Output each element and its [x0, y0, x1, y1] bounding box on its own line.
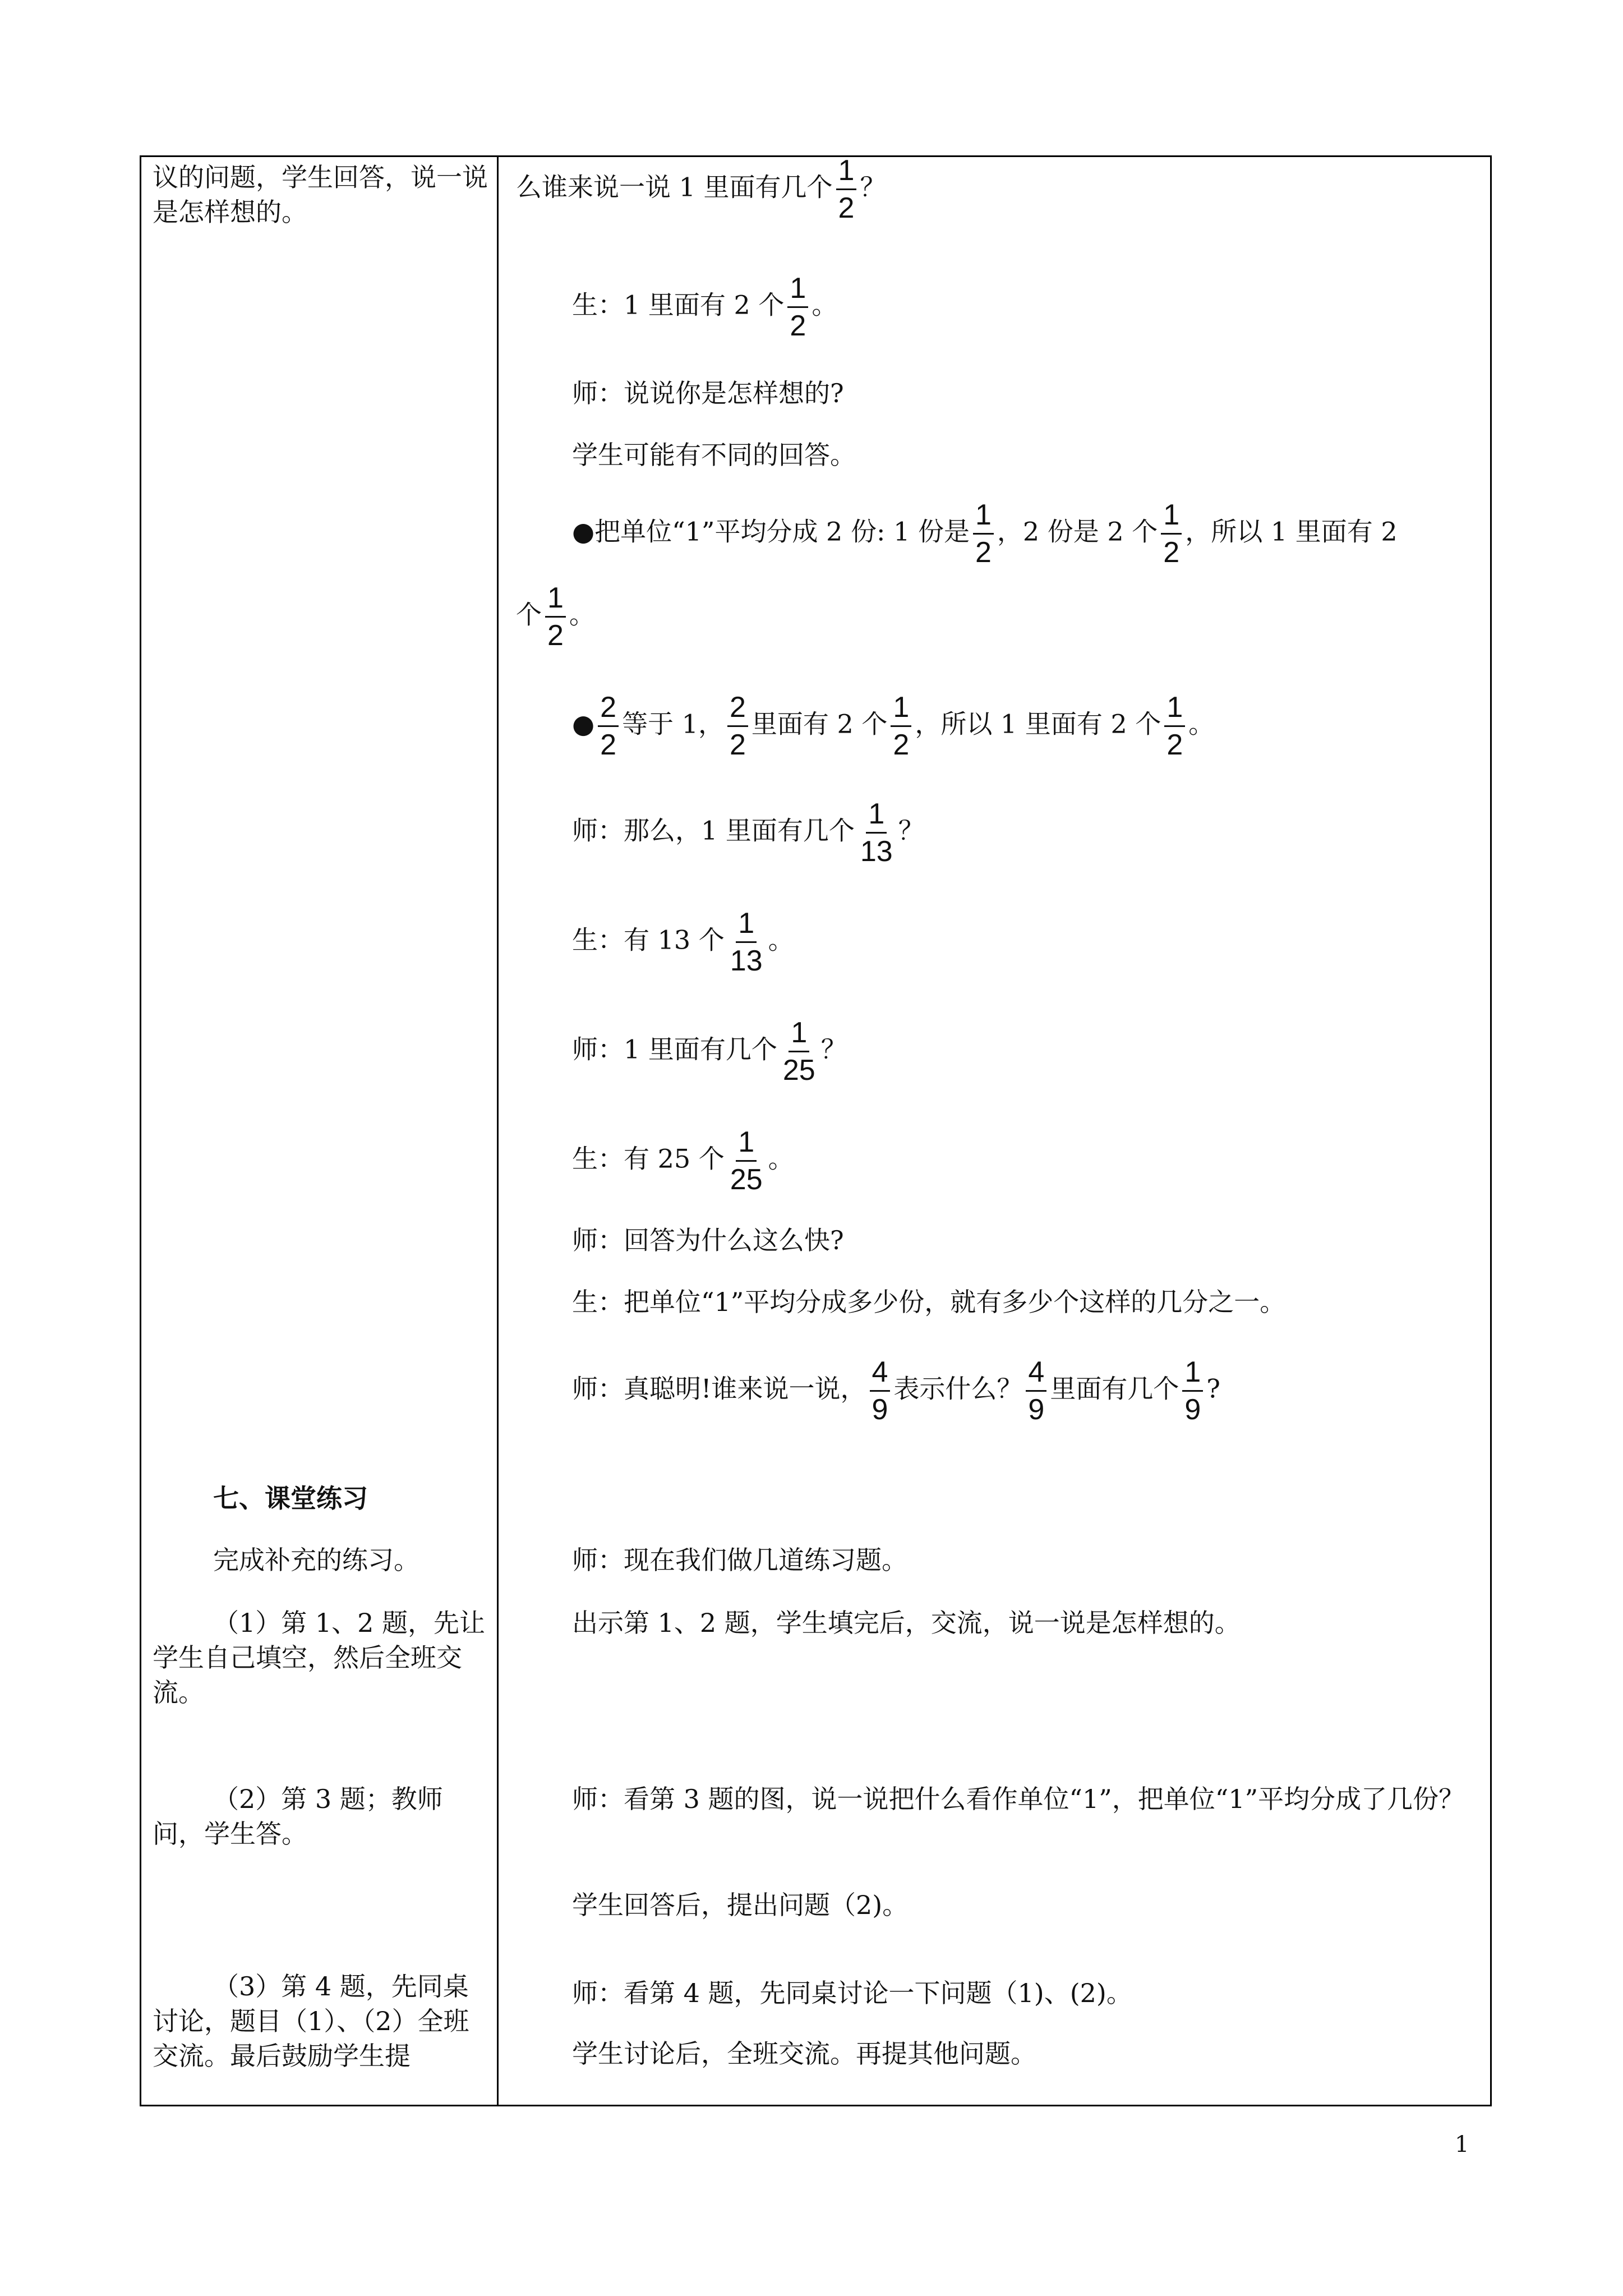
line-9: 生：有 13 个 $\frac{1}{13}$ 。: [572, 907, 794, 977]
fraction-one-half: $\frac{1}{2}$: [787, 274, 808, 341]
line-16: 出示第 1、2 题，学生填完后，交流，说一说是怎样想的。: [572, 1608, 1241, 1638]
fraction-two-over-two: $\frac{2}{2}$: [598, 693, 619, 760]
line-7: ● $\frac{2}{2}$ 等于 1， $\frac{2}{2}$ 里面有 2 个 $\frac{1}{2}$ ，所以 1 里面有 2 个 $\frac{1}{2}$ 。: [572, 691, 1215, 761]
line-6: 个 $\frac{1}{2}$ 。: [516, 582, 595, 652]
fraction-one-half: $\frac{1}{2}$: [1164, 693, 1185, 760]
line-3: 师：说说你是怎样想的?: [572, 378, 844, 408]
left-item-3: （3）第 4 题，先同桌讨论，题目（1）、（2）全班交流。最后鼓励学生提: [153, 1971, 469, 2072]
page-number: 1: [1455, 2132, 1469, 2157]
fraction-four-ninths: $\frac{4}{9}$: [870, 1358, 891, 1424]
fraction-one-half: $\frac{1}{2}$: [891, 693, 911, 760]
section-title: 七、课堂练习: [213, 1483, 368, 1513]
line-5: ●把单位“1”平均分成 2 份: 1 份是 $\frac{1}{2}$ ，2 份是 2 个 $\frac{1}{2}$ ，所以 1 里面有 2: [572, 499, 1398, 569]
line-13: 生：把单位“1”平均分成多少份，就有多少个这样的几分之一。: [572, 1287, 1286, 1317]
left-item-1: （1）第 1、2 题，先让学生自己填空，然后全班交流。: [153, 1608, 486, 1708]
fraction-one-half: $\frac{1}{2}$: [1161, 500, 1182, 567]
left-intro-text: 议的问题，学生回答，说一说是怎样想的。: [153, 162, 488, 228]
line-1-text: 么谁来说一说 1 里面有几个: [516, 172, 833, 203]
line-2: 生：1 里面有 2 个 $\frac{1}{2}$ 。: [572, 272, 838, 342]
line-20: 学生讨论后，全班交流。再提其他问题。: [572, 2039, 1036, 2069]
fraction-one-ninth: $\frac{1}{9}$: [1182, 1358, 1203, 1424]
fraction-one-half: $\frac{1}{2}$: [545, 583, 566, 650]
fraction-one-half: $\frac{1}{2}$: [836, 156, 857, 223]
fraction-one-thirteenth: $\frac{1}{13}$: [860, 798, 893, 868]
fraction-one-thirteenth: $\frac{1}{13}$: [730, 907, 763, 977]
line-17: 师：看第 3 题的图，说一说把什么看作单位“1”，把单位“1”平均分成了几份？: [572, 1784, 1465, 1814]
left-item-2: （2）第 3 题；教师问，学生答。: [153, 1784, 443, 1849]
line-4: 学生可能有不同的回答。: [572, 440, 856, 470]
line-19: 师：看第 4 题，先同桌讨论一下问题（1)、(2)。: [572, 1978, 1132, 2008]
line-18: 学生回答后，提出问题（2)。: [572, 1890, 909, 1920]
line-1: 么谁来说一说 1 里面有几个 $\frac{1}{2}$ ？: [516, 154, 886, 224]
line-8: 师：那么，1 里面有几个 $\frac{1}{13}$ ？: [572, 798, 924, 868]
line-15: 师：现在我们做几道练习题。: [572, 1545, 907, 1575]
line-10: 师：1 里面有几个 $\frac{1}{25}$ ？: [572, 1016, 847, 1087]
fraction-four-ninths: $\frac{4}{9}$: [1026, 1358, 1046, 1424]
fraction-one-twenty-fifth: $\frac{1}{25}$: [730, 1126, 763, 1196]
fraction-one-twenty-fifth: $\frac{1}{25}$: [782, 1016, 815, 1087]
fraction-one-half: $\frac{1}{2}$: [973, 500, 994, 567]
left-complete-text: 完成补充的练习。: [213, 1545, 419, 1575]
line-14: 师：真聪明!谁来说一说， $\frac{4}{9}$ 表示什么？ $\frac{4}{9}$ 里面有几个 $\frac{1}{9}$ ?: [572, 1356, 1220, 1426]
line-12: 师：回答为什么这么快?: [572, 1225, 844, 1255]
line-11: 生：有 25 个 $\frac{1}{25}$ 。: [572, 1126, 794, 1196]
fraction-two-over-two: $\frac{2}{2}$: [727, 693, 748, 760]
